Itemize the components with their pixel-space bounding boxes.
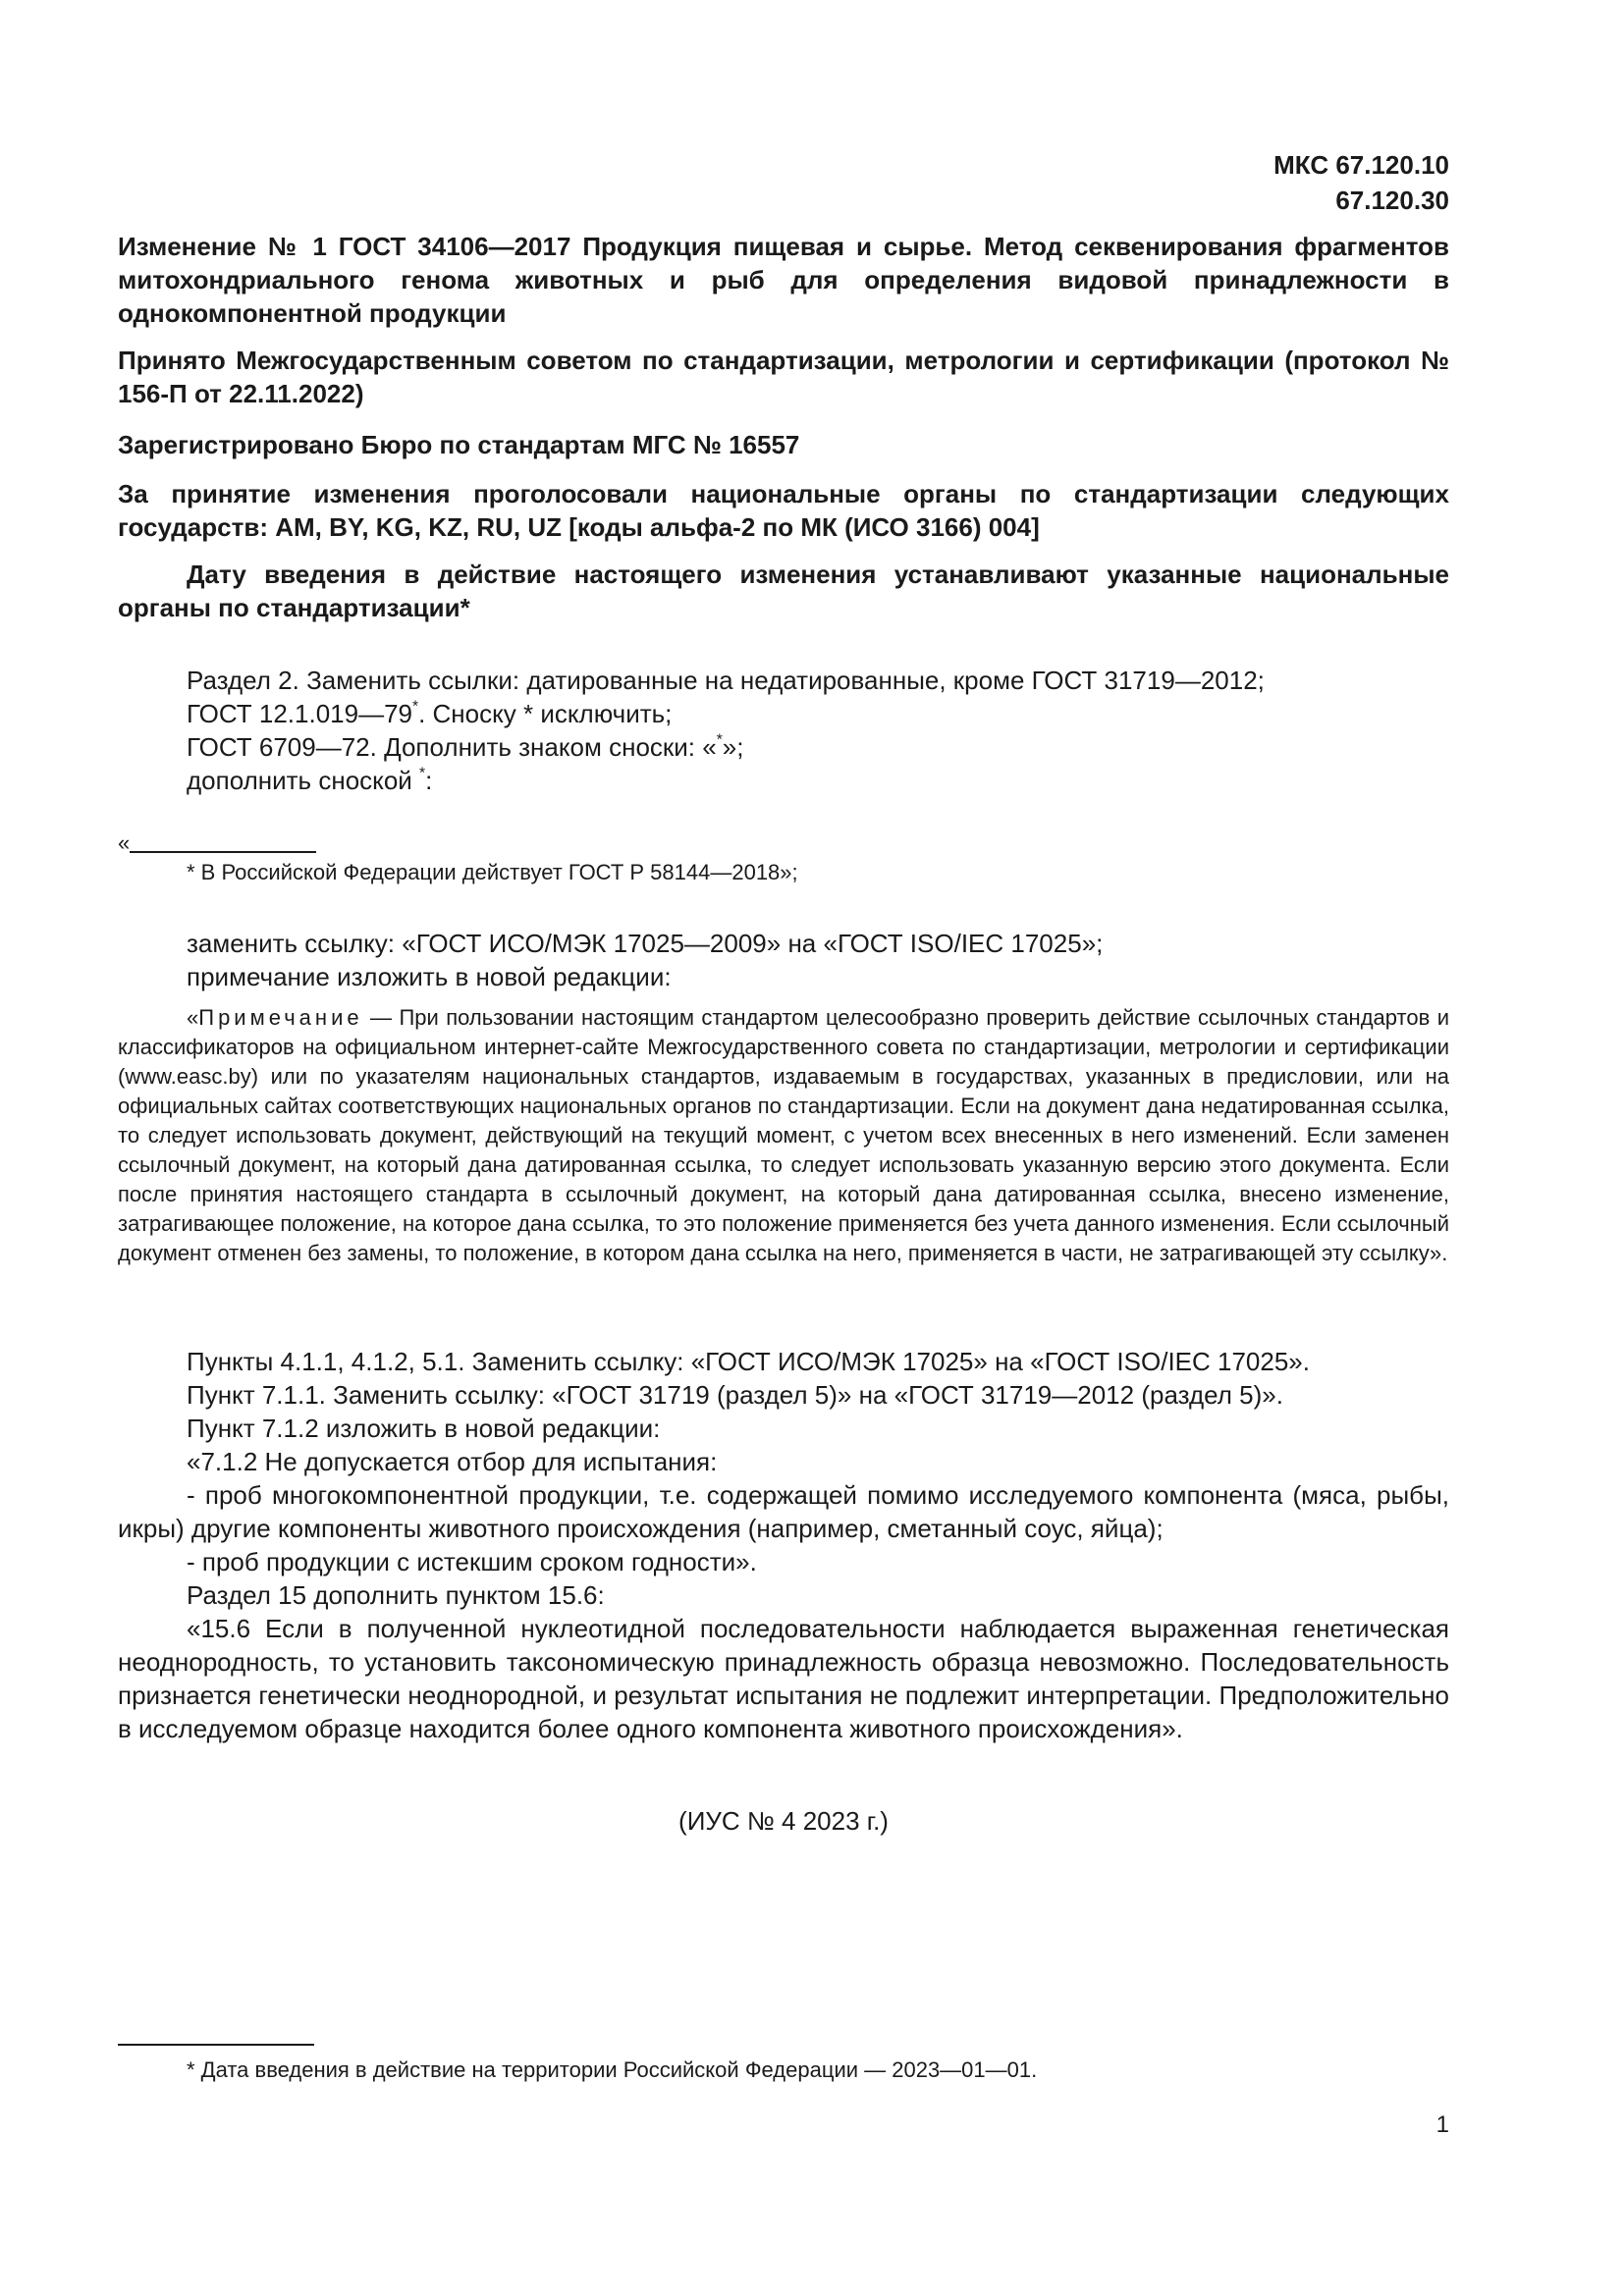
note-paragraph: «Примечание — При пользовании настоящим стандартом целесообразно проверить действие ссылочных стандартов и классификаторов на официальном интернет-сайте Межгосударственного совета по стандартизации, метрологии и сертификации (www.easc.by) или по указателям национальных стандартов, издаваемым в государствах, указанных в предисловии, или на официальных сайтах соответствующих национальных органов по стандартизации. Если на документ дана недатированная ссылка, то следует использовать документ, действующий на текущий момент, с учетом всех внесенных в него изменений. Если заменен ссылочный документ, на который дана датированная ссылка, то следует использовать указанную версию этого документа. Если после принятия настоящего стандарта в ссылочный документ, на который дана датированная ссылка, внесено изменение, затрагивающее положение, на которое дана ссылка, то это положение применяется без учета данного изменения. Если ссылочный документ отменен без замены, то положение, в котором дана ссылка на него, применяется в части, не затрагивающей эту ссылку». (118, 1005, 1449, 1265)
page-footnote: * Дата введения в действие на территории Российской Федерации — 2023—01—01. (187, 2057, 1038, 2082)
note-label: Примечание (198, 1005, 363, 1030)
item-p2: Пункт 7.1.1. Заменить ссылку: «ГОСТ 31719 (раздел 5)» на «ГОСТ 31719—2012 (раздел 5)». (187, 1380, 1283, 1410)
section-2-line-1: Раздел 2. Заменить ссылки: датированные на недатированные, кроме ГОСТ 31719—2012; (187, 666, 1265, 695)
section-2-line-2: ГОСТ 12.1.019—79*. Сноску * исключить; (187, 698, 673, 728)
document-title: Изменение № 1 ГОСТ 34106—2017 Продукция пищевая и сырье. Метод секвенирования фрагментов митохондриального генома животных и рыб для определения видовой принадлежности в однокомпонентной продукции (118, 232, 1449, 328)
effective-date-statement: Дату введения в действие настоящего изменения устанавливают указанные национальные органы по стандартизации* (118, 560, 1449, 622)
item-p3: Пункт 7.1.2 изложить в новой редакции: (187, 1414, 661, 1443)
note-intro-line: примечание изложить в новой редакции: (187, 962, 672, 991)
section-2-change (187, 664, 1449, 797)
voted-statement: За принятие изменения проголосовали национальные органы по стандартизации следующих государств: AM, BY, KG, KZ, RU, UZ [коды альфа-2 по МК (ИСО 3166) 004] (118, 479, 1449, 542)
inline-footnote-rule (130, 851, 316, 853)
ius-reference: (ИУС № 4 2023 г.) (678, 1806, 889, 1836)
item-p1: Пункты 4.1.1, 4.1.2, 5.1. Заменить ссылку: «ГОСТ ИСО/МЭК 17025» на «ГОСТ ISO/IEC 17025». (187, 1347, 1310, 1376)
replace-ref-line: заменить ссылку: «ГОСТ ИСО/МЭК 17025—2009» на «ГОСТ ISO/IEC 17025»; (187, 929, 1104, 958)
section-2-line-3: ГОСТ 6709—72. Дополнить знаком сноски: «*»; (187, 731, 744, 762)
mks-code-1: МКС 67.120.10 (1273, 150, 1449, 180)
items-block (118, 1345, 1449, 1745)
item-p7: Раздел 15 дополнить пунктом 15.6: (187, 1580, 605, 1610)
section-2-line-4: дополнить сноской *: (187, 765, 433, 795)
page-number: 1 (1435, 2111, 1449, 2138)
registered-statement: Зарегистрировано Бюро по стандартам МГС № 16557 (118, 430, 800, 459)
replace-ref-block (187, 927, 1449, 993)
mks-codes (1155, 147, 1449, 218)
mks-code-2: 67.120.30 (1335, 186, 1449, 215)
item-p6: - проб продукции с истекшим сроком годности». (187, 1547, 757, 1576)
inline-footnote-text: * В Российской Федерации действует ГОСТ Р 58144—2018»; (187, 860, 798, 884)
adopted-statement: Принято Межгосударственным советом по стандартизации, метрологии и сертификации (протокол № 156-П от 22.11.2022) (118, 346, 1449, 408)
item-p5: - проб многокомпонентной продукции, т.е. содержащей помимо исследуемого компонента (мяса, рыбы, икры) другие компоненты животного происхождения (например, сметанный соус, яйца); (118, 1480, 1449, 1543)
item-p4: «7.1.2 Не допускается отбор для испытания: (187, 1447, 718, 1476)
page-footnote-rule (118, 2044, 314, 2046)
item-p8: «15.6 Если в полученной нуклеотидной последовательности наблюдается выраженная генетическая неоднородность, то установить таксономическую принадлежность образца невозможно. Последовательность признается генетически неоднородной, и результат испытания не подлежит интерпретации. Предположительно в исследуемом образце находится более одного компонента животного происхождения». (118, 1614, 1449, 1743)
inline-footnote-quote-mark: « (118, 830, 131, 855)
